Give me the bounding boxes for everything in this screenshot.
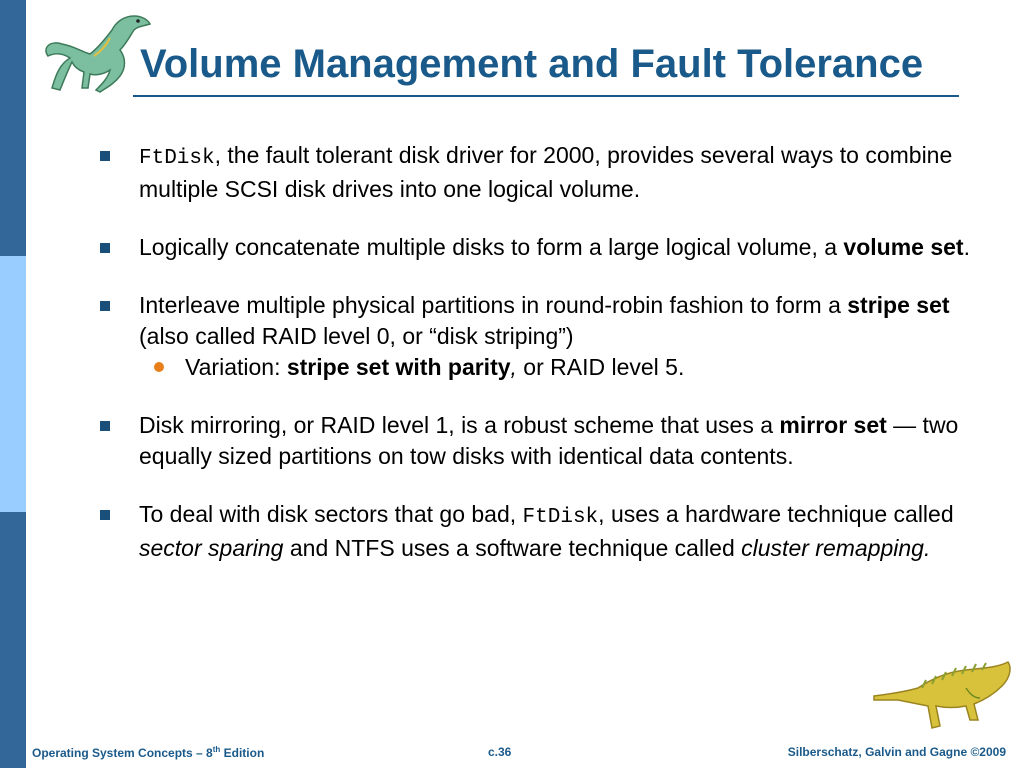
bullet-text: , uses a hardware technique called <box>598 501 954 527</box>
bold-term: stripe set <box>847 292 950 318</box>
bullet-text: . <box>963 234 970 260</box>
bullet-text: Logically concatenate multiple disks to form a large logical volume, a <box>139 234 844 260</box>
bold-term: stripe set with parity <box>286 354 511 380</box>
bullet-text: and NTFS uses a software technique called <box>283 535 742 561</box>
footer-book-prefix: Operating System Concepts – 8 <box>32 746 213 760</box>
bullet-item <box>100 232 980 263</box>
bullet-text: To deal with disk sectors that go bad, <box>139 501 523 527</box>
code-term: FtDisk <box>522 506 599 529</box>
footer-book-title <box>32 745 264 760</box>
bullet-text: Variation: <box>185 354 287 380</box>
bullet-item <box>100 290 980 352</box>
italic-term: sector sparing <box>139 535 284 561</box>
italic-term: cluster remapping. <box>741 535 931 561</box>
footer-copyright: Silberschatz, Galvin and Gagne ©2009 <box>787 745 1006 759</box>
footer-book-suffix: Edition <box>220 746 265 760</box>
italic-term: , <box>510 354 517 380</box>
bullet-text: — two equally sized partitions on tow disks with identical data contents. <box>139 412 959 469</box>
sub-bullet-item <box>100 352 980 383</box>
page-title: Volume Management and Fault Tolerance <box>140 42 924 86</box>
dinosaur-fossil-icon <box>870 658 1020 738</box>
bullet-text: (also called RAID level 0, or “disk striping”) <box>139 323 574 349</box>
bullet-list <box>100 140 980 591</box>
footer-slide-number: c.36 <box>488 745 512 759</box>
left-side-bar-highlight <box>0 256 26 512</box>
footer-book-sup: th <box>212 745 221 754</box>
dinosaur-logo-icon <box>34 8 154 96</box>
bullet-item <box>100 499 980 564</box>
bullet-text: Disk mirroring, or RAID level 1, is a robust scheme that uses a <box>139 412 780 438</box>
bullet-text: Interleave multiple physical partitions in round-robin fashion to form a <box>139 292 848 318</box>
bold-term: volume set <box>843 234 964 260</box>
code-term: FtDisk <box>139 147 215 170</box>
bullet-item <box>100 410 980 472</box>
bullet-item <box>100 140 980 205</box>
bullet-text: , the fault tolerant disk driver for 2000, provides several ways to combine multiple SCSI disk drives into one logical volume. <box>139 142 953 202</box>
title-underline <box>133 95 959 97</box>
bold-term: mirror set <box>779 412 887 438</box>
bullet-text: or RAID level 5. <box>516 354 685 380</box>
